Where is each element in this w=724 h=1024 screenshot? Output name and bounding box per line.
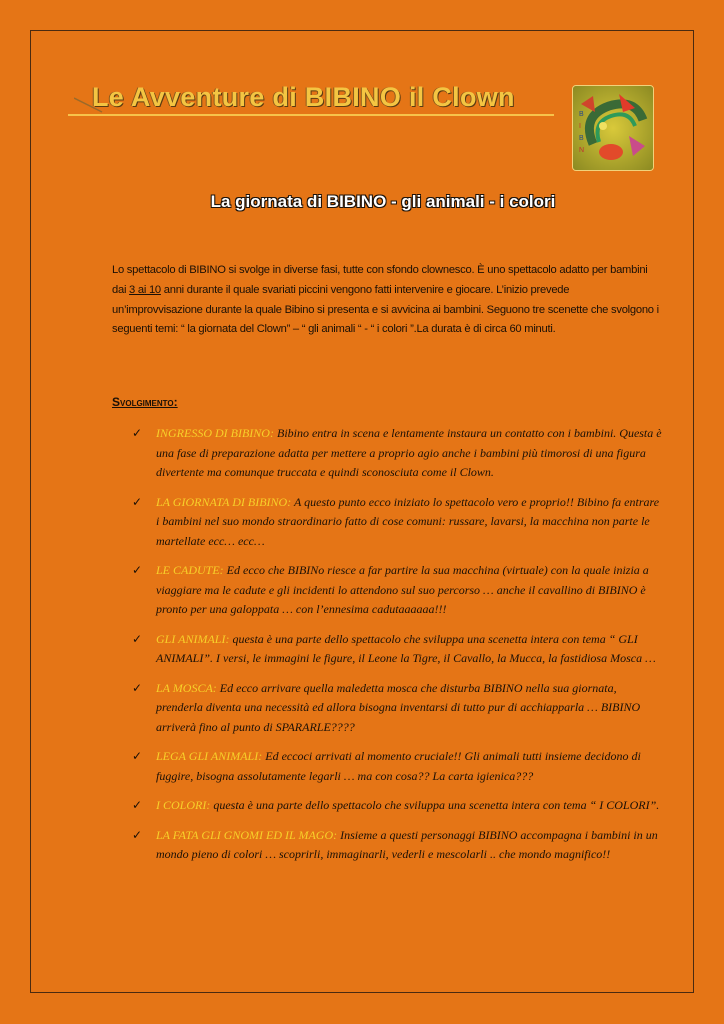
item-label: LEGA GLI ANIMALI: (156, 749, 263, 763)
list-item (132, 630, 662, 669)
list-item (132, 796, 662, 816)
item-label: I COLORI: (156, 798, 211, 812)
intro-age-range: 3 ai 10 (129, 283, 161, 296)
page-title: Le Avventure di BIBINO il Clown (92, 82, 515, 112)
check-mark-icon: ✓ (132, 749, 143, 763)
item-text: questa è una parte dello spettacolo che sviluppa una scenetta intera con tema “ I COLORI”. (210, 798, 660, 812)
item-label: LA MOSCA: (156, 680, 217, 695)
intro-text-start: Lo spettacolo di BIBINO si svolge in diverse fasi, tutte con sfondo clownesco. È uno spettacolo adatto per bambini dai (112, 264, 648, 296)
logo-letter-n: N (579, 147, 585, 154)
item-label: LA GIORNATA DI BIBINO: (156, 494, 292, 509)
item-text: questa è una parte dello spettacolo che sviluppa una scenetta intera con tema “ GLI ANIMALI”. I versi, le immagini le figure, il Leone la Tigre, il Cavallo, la Mucca, la fastidiosa Mosca … (156, 631, 656, 665)
intro-paragraph (112, 261, 660, 340)
check-mark-icon: ✓ (132, 798, 143, 812)
section-heading: Svolgimento: (112, 395, 178, 409)
logo-letter-b2: B (579, 135, 584, 142)
list-item (132, 747, 662, 786)
item-text: Insieme a questi personaggi BIBINO accompagna i bambini in un mondo pieno di colori … scoprirli, immaginarli, vederli e mescolarli .. che mondo magnifico!! (156, 827, 658, 861)
item-label: LA FATA GLI GNOMI ED IL MAGO: (156, 827, 338, 842)
item-text: Ed eccoci arrivati al momento cruciale!! Gli animali tutti insieme decidono di fuggire, bisogna assolutamente legarli … ma con cosa?? La carta igienica??? (156, 749, 641, 783)
item-text: Ed ecco arrivare quella maledetta mosca che disturba BIBINO nella sua giornata, prenderla diventa una necessità ed allora bisogna inventarsi di tutto pur di acchiapparla … BIBINO arriverà fino al punto di SPARARLE???? (156, 680, 641, 734)
list-item (132, 679, 662, 738)
list-item (132, 493, 662, 552)
intro-text-end: anni durante il quale svariati piccini vengono fatti intervenire e giocare. L’inizio prevede un’improvvisazione durante la quale Bibino si presenta e si avvicina ai bambini. Seguono tre scenette che svolgono i seguenti temi: “ la giornata del Clown” – “ gli animali “ - “ i colori ”.La durata è di circa 60 minuti. (112, 283, 659, 336)
check-mark-icon: ✓ (132, 827, 143, 842)
item-label: INGRESSO DI BIBINO: (156, 426, 274, 440)
list-item (132, 424, 662, 483)
title-underline (68, 114, 554, 116)
item-text: A questo punto ecco iniziato lo spettacolo vero e proprio!! Bibino fa entrare i bambini nel suo mondo straordinario fatto di cose comuni: russare, lavarsi, la macchina non parte le martellate ecc… ecc… (156, 494, 660, 548)
list-item (132, 561, 662, 620)
logo-letter-b: B (579, 111, 584, 118)
list-item (132, 826, 662, 865)
item-text: Bibino entra in scena e lentamente instaura un contatto con i bambini. Questa è una fase di preparazione adatta per mettere a proprio agio anche i bambini più timorosi di una figura divertente ma comunque truccata e quindi sconosciuta come il Clown. (156, 426, 662, 479)
item-label: GLI ANIMALI: (156, 631, 230, 646)
item-text: Ed ecco che BIBINo riesce a far partire la sua macchina (virtuale) con la quale inizia a viaggiare ma le cadute e gli incidenti lo attendono sul suo percorso … anche il cavallino di BIBINO è pronto per una galoppata … con l’ennesima cadutaaaaaa!!! (156, 563, 649, 616)
check-mark-icon: ✓ (132, 631, 143, 646)
check-mark-icon: ✓ (132, 563, 143, 577)
check-mark-icon: ✓ (132, 494, 143, 509)
check-mark-icon: ✓ (132, 426, 143, 440)
subtitle: La giornata di BIBINO - gli animali - i colori (210, 192, 556, 211)
program-list (132, 424, 662, 875)
item-label: LE CADUTE: (156, 563, 224, 577)
logo-letter-i: I (579, 123, 581, 130)
bibino-logo (572, 85, 654, 171)
check-mark-icon: ✓ (132, 680, 143, 695)
